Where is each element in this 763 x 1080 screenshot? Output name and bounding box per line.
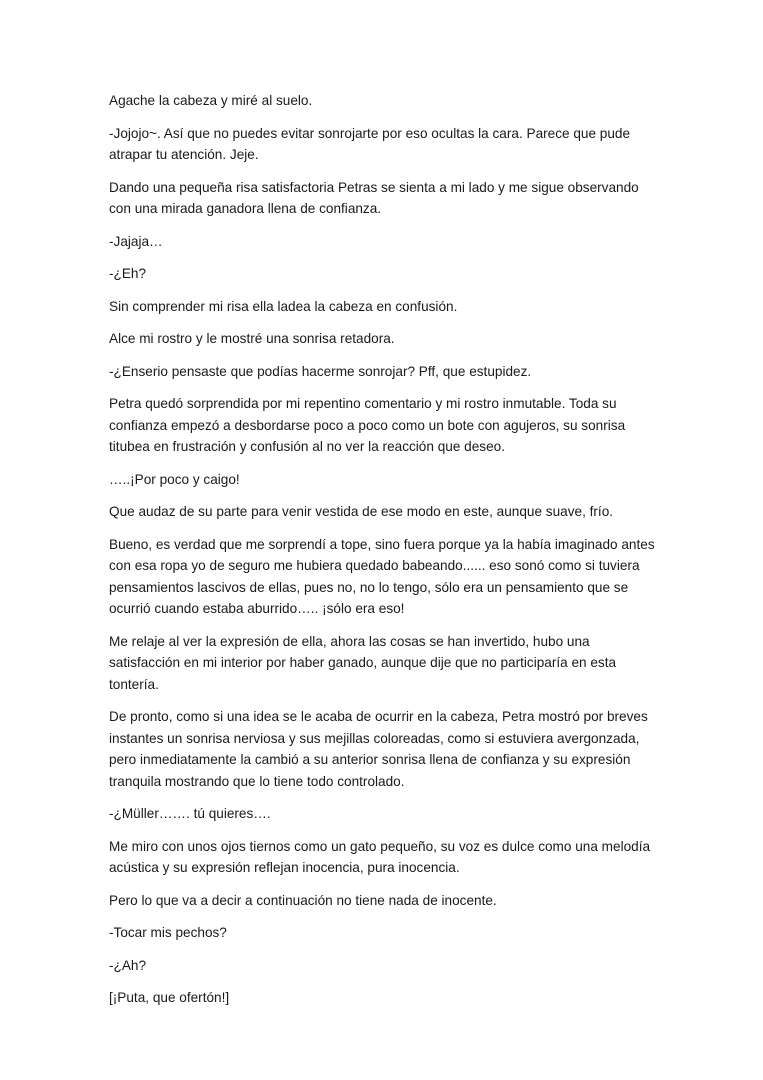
paragraph: -Tocar mis pechos? bbox=[109, 925, 227, 940]
paragraph: -Jojojo~. Así que no puedes evitar sonrojarte por eso ocultas la cara. Parece que pude atrapar tu atención. Jeje. bbox=[109, 125, 631, 162]
paragraph: De pronto, como si una idea se le acaba de ocurrir en la cabeza, Petra mostró por breves instantes un sonrisa nerviosa y sus mejillas coloreadas, como si estuviera avergonzada, pero inmediatamente la cambió a su anterior sonrisa llena de confianza y su expresión tranquila mostrando que lo tiene todo controlado. bbox=[109, 709, 648, 789]
paragraph: Bueno, es verdad que me sorprendí a tope, sino fuera porque ya la había imaginado antes con esa ropa yo de seguro me hubiera quedado babeando...... eso sonó como si tuviera pensamientos lascivos de ellas, pues no, no lo tengo, sólo era un pensamiento que se ocurrió cuando estaba aburrido….. ¡sólo era eso! bbox=[109, 536, 655, 616]
paragraph: -¿Müller……. tú quieres…. bbox=[109, 806, 271, 821]
paragraph: Alce mi rostro y le mostré una sonrisa retadora. bbox=[109, 331, 395, 346]
paragraph: …..¡Por poco y caigo! bbox=[109, 471, 240, 487]
paragraph: Agache la cabeza y miré al suelo. bbox=[109, 93, 313, 108]
paragraph: Petra quedó sorprendida por mi repentino comentario y mi rostro inmutable. Toda su confianza empezó a desbordarse poco a poco como un bote con agujeros, su sonrisa titubea en frustración y confusión al no ver la reacción que deseo. bbox=[109, 396, 626, 454]
paragraph: -¿Eh? bbox=[109, 266, 147, 281]
paragraph: -Jajaja… bbox=[109, 233, 163, 249]
paragraph: Sin comprender mi risa ella ladea la cabeza en confusión. bbox=[109, 298, 458, 314]
paragraph: Que audaz de su parte para venir vestida de ese modo en este, aunque suave, frío. bbox=[109, 504, 614, 519]
paragraph: [¡Puta, que ofertón!] bbox=[109, 990, 230, 1005]
paragraph: Me miro con unos ojos tiernos como un gato pequeño, su voz es dulce como una melodía acústica y su expresión reflejan inocencia, pura inocencia. bbox=[109, 838, 651, 875]
paragraph: -¿Enserio pensaste que podías hacerme sonrojar? Pff, que estupidez. bbox=[109, 363, 532, 379]
paragraph: Dando una pequeña risa satisfactoria Petras se sienta a mi lado y me sigue observando con una mirada ganadora llena de confianza. bbox=[109, 179, 639, 216]
paragraph: Pero lo que va a decir a continuación no tiene nada de inocente. bbox=[109, 892, 497, 908]
paragraph: -¿Ah? bbox=[109, 957, 147, 973]
paragraph: Me relaje al ver la expresión de ella, ahora las cosas se han invertido, hubo una satisfacción en mi interior por haber ganado, aunque dije que no participaría en esta tontería. bbox=[109, 633, 617, 692]
